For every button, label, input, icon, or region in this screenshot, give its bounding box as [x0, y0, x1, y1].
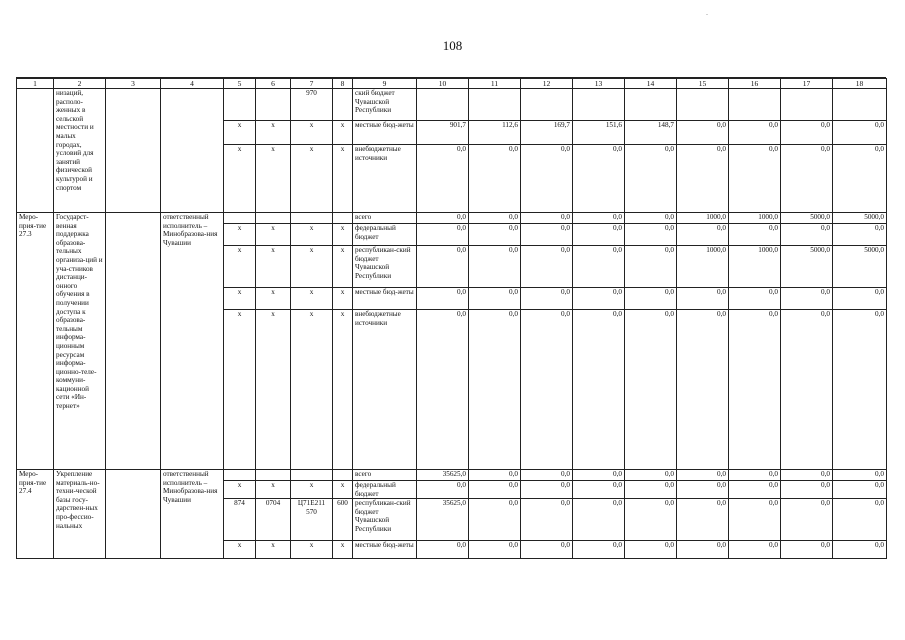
budget-code-c7: Ц71Е211 570 — [291, 499, 333, 541]
column-3-cell — [106, 213, 161, 470]
amount-cell: 0,0 — [781, 145, 833, 213]
budget-code-c5: x — [224, 145, 256, 213]
amount-cell: 0,0 — [573, 145, 625, 213]
budget-code-c6 — [256, 89, 291, 121]
amount-cell: 0,0 — [677, 288, 729, 310]
budget-code-c7 — [291, 213, 333, 224]
amount-cell: 0,0 — [417, 145, 469, 213]
amount-cell: 1000,0 — [729, 246, 781, 288]
amount-cell: 0,0 — [573, 310, 625, 470]
funding-source: внебюджетные источники — [353, 310, 417, 470]
header-row — [17, 79, 887, 89]
amount-cell: 0,0 — [781, 310, 833, 470]
amount-cell: 5000,0 — [833, 213, 887, 224]
amount-cell: 0,0 — [729, 310, 781, 470]
page-number: 108 — [442, 38, 463, 53]
amount-cell: 0,0 — [729, 121, 781, 145]
column-3-cell — [106, 89, 161, 213]
amount-cell — [677, 89, 729, 121]
amount-cell: 0,0 — [469, 246, 521, 288]
amount-cell: 0,0 — [677, 470, 729, 481]
amount-cell: 0,0 — [573, 213, 625, 224]
budget-code-c5: x — [224, 246, 256, 288]
amount-cell: 148,7 — [625, 121, 677, 145]
amount-cell: 0,0 — [729, 470, 781, 481]
amount-cell: 0,0 — [729, 288, 781, 310]
funding-source: федеральный бюджет — [353, 481, 417, 499]
column-number: 4 — [161, 79, 224, 89]
amount-cell: 0,0 — [729, 145, 781, 213]
measure-title: низаций, располо-женных в сельской местности и малых городах, условий для занятий физической культурой и спортом — [54, 89, 106, 213]
budget-code-c5: x — [224, 541, 256, 559]
table-row — [17, 89, 887, 121]
measure-code — [17, 89, 54, 213]
measure-title: Государст-венная поддержка образова-тельных организа-ций и уча-стников дистанци-онного обучения в получении доступа к образова-тельным информа-ционным ресурсам информа-ционно-теле-коммуни-кационной сети «Ин-тернет» — [54, 213, 106, 470]
amount-cell: 0,0 — [677, 145, 729, 213]
budget-code-c5: x — [224, 481, 256, 499]
column-number: 14 — [625, 79, 677, 89]
budget-code-c7: x — [291, 310, 333, 470]
amount-cell: 0,0 — [729, 541, 781, 559]
amount-cell: 5000,0 — [781, 213, 833, 224]
amount-cell: 0,0 — [729, 499, 781, 541]
table-row — [17, 213, 887, 224]
amount-cell: 0,0 — [469, 481, 521, 499]
amount-cell: 0,0 — [625, 481, 677, 499]
amount-cell: 0,0 — [573, 499, 625, 541]
measure-code: Меро-прия-тие 27.3 — [17, 213, 54, 470]
funding-source: республикан-ский бюджет Чувашской Республики — [353, 246, 417, 288]
amount-cell: 0,0 — [521, 246, 573, 288]
budget-code-c7: x — [291, 145, 333, 213]
budget-code-c7 — [291, 470, 333, 481]
amount-cell: 0,0 — [677, 224, 729, 246]
budget-code-c6: x — [256, 246, 291, 288]
column-number: 7 — [291, 79, 333, 89]
amount-cell: 0,0 — [417, 481, 469, 499]
amount-cell: 0,0 — [677, 541, 729, 559]
amount-cell: 0,0 — [469, 470, 521, 481]
budget-code-c8: x — [333, 481, 353, 499]
column-number: 6 — [256, 79, 291, 89]
amount-cell — [781, 89, 833, 121]
amount-cell: 0,0 — [833, 145, 887, 213]
budget-code-c7: 970 — [291, 89, 333, 121]
amount-cell: 0,0 — [573, 224, 625, 246]
funding-source: ский бюджет Чувашской Республики — [353, 89, 417, 121]
budget-code-c8: x — [333, 288, 353, 310]
amount-cell: 0,0 — [573, 470, 625, 481]
amount-cell — [833, 89, 887, 121]
funding-source: республикан-ский бюджет Чувашской Республики — [353, 499, 417, 541]
funding-source: местные бюд-жеты — [353, 288, 417, 310]
amount-cell: 0,0 — [677, 481, 729, 499]
amount-cell: 0,0 — [521, 541, 573, 559]
amount-cell: 0,0 — [469, 145, 521, 213]
funding-source: всего — [353, 470, 417, 481]
amount-cell: 0,0 — [469, 310, 521, 470]
amount-cell: 151,6 — [573, 121, 625, 145]
responsible-executor: ответственный исполнитель – Минобразова-ния Чувашии — [161, 213, 224, 470]
column-number: 1 — [17, 79, 54, 89]
funding-source: федеральный бюджет — [353, 224, 417, 246]
amount-cell: 0,0 — [573, 288, 625, 310]
column-number: 2 — [54, 79, 106, 89]
budget-code-c6: 0704 — [256, 499, 291, 541]
amount-cell: 0,0 — [781, 481, 833, 499]
amount-cell: 0,0 — [417, 541, 469, 559]
funding-source: всего — [353, 213, 417, 224]
budget-code-c6: x — [256, 481, 291, 499]
amount-cell: 0,0 — [781, 541, 833, 559]
amount-cell: 0,0 — [417, 288, 469, 310]
budget-code-c5: x — [224, 310, 256, 470]
amount-cell: 0,0 — [521, 499, 573, 541]
amount-cell — [469, 89, 521, 121]
amount-cell: 0,0 — [521, 481, 573, 499]
budget-code-c5 — [224, 470, 256, 481]
amount-cell: 0,0 — [469, 213, 521, 224]
amount-cell: 0,0 — [573, 481, 625, 499]
amount-cell: 5000,0 — [833, 246, 887, 288]
column-number: 12 — [521, 79, 573, 89]
column-number: 18 — [833, 79, 887, 89]
budget-code-c8: x — [333, 224, 353, 246]
budget-code-c7: x — [291, 481, 333, 499]
column-number: 11 — [469, 79, 521, 89]
amount-cell: 0,0 — [729, 481, 781, 499]
amount-cell: 0,0 — [469, 499, 521, 541]
budget-code-c6 — [256, 470, 291, 481]
amount-cell: 0,0 — [781, 224, 833, 246]
amount-cell: 0,0 — [833, 288, 887, 310]
budget-code-c7: x — [291, 541, 333, 559]
amount-cell: 169,7 — [521, 121, 573, 145]
budget-code-c5: x — [224, 121, 256, 145]
amount-cell: 0,0 — [469, 224, 521, 246]
amount-cell: 0,0 — [521, 213, 573, 224]
amount-cell: 0,0 — [573, 246, 625, 288]
amount-cell: 0,0 — [625, 145, 677, 213]
responsible-executor: ответственный исполнитель – Минобразова-ния Чувашии — [161, 470, 224, 559]
budget-code-c8: x — [333, 121, 353, 145]
amount-cell — [729, 89, 781, 121]
amount-cell: 0,0 — [469, 541, 521, 559]
amount-cell: 0,0 — [729, 224, 781, 246]
column-number: 10 — [417, 79, 469, 89]
budget-code-c8: x — [333, 541, 353, 559]
amount-cell: 0,0 — [833, 470, 887, 481]
corner-mark: . — [706, 8, 708, 17]
amount-cell: 0,0 — [677, 121, 729, 145]
budget-code-c6: x — [256, 145, 291, 213]
budget-code-c7: x — [291, 246, 333, 288]
amount-cell: 0,0 — [677, 499, 729, 541]
column-number: 15 — [677, 79, 729, 89]
column-number: 9 — [353, 79, 417, 89]
column-number: 13 — [573, 79, 625, 89]
column-number: 5 — [224, 79, 256, 89]
amount-cell: 0,0 — [469, 288, 521, 310]
amount-cell: 0,0 — [833, 499, 887, 541]
amount-cell: 0,0 — [625, 288, 677, 310]
amount-cell: 35625,0 — [417, 470, 469, 481]
budget-code-c7: x — [291, 121, 333, 145]
amount-cell — [573, 89, 625, 121]
amount-cell: 0,0 — [521, 310, 573, 470]
budget-code-c6: x — [256, 288, 291, 310]
budget-code-c6 — [256, 213, 291, 224]
amount-cell: 0,0 — [625, 470, 677, 481]
budget-table — [16, 78, 887, 559]
amount-cell: 0,0 — [625, 499, 677, 541]
budget-code-c7: x — [291, 288, 333, 310]
amount-cell: 0,0 — [625, 310, 677, 470]
amount-cell: 0,0 — [833, 481, 887, 499]
column-number: 17 — [781, 79, 833, 89]
amount-cell: 901,7 — [417, 121, 469, 145]
table-row — [17, 470, 887, 481]
column-number: 8 — [333, 79, 353, 89]
amount-cell: 0,0 — [625, 541, 677, 559]
amount-cell: 0,0 — [417, 224, 469, 246]
amount-cell: 0,0 — [781, 470, 833, 481]
amount-cell: 0,0 — [625, 213, 677, 224]
amount-cell: 0,0 — [833, 121, 887, 145]
budget-code-c5 — [224, 89, 256, 121]
amount-cell — [625, 89, 677, 121]
budget-code-c6: x — [256, 541, 291, 559]
amount-cell: 35625,0 — [417, 499, 469, 541]
amount-cell: 0,0 — [677, 310, 729, 470]
amount-cell: 0,0 — [573, 541, 625, 559]
amount-cell: 0,0 — [625, 224, 677, 246]
budget-code-c6: x — [256, 121, 291, 145]
funding-source: местные бюд-жеты — [353, 541, 417, 559]
budget-code-c6: x — [256, 310, 291, 470]
funding-source: местные бюд-жеты — [353, 121, 417, 145]
budget-code-c5: 874 — [224, 499, 256, 541]
amount-cell: 0,0 — [781, 288, 833, 310]
amount-cell: 0,0 — [521, 224, 573, 246]
amount-cell: 0,0 — [625, 246, 677, 288]
amount-cell: 0,0 — [781, 121, 833, 145]
amount-cell: 0,0 — [417, 213, 469, 224]
budget-code-c8: x — [333, 246, 353, 288]
amount-cell: 0,0 — [833, 224, 887, 246]
amount-cell — [521, 89, 573, 121]
budget-code-c5 — [224, 213, 256, 224]
column-3-cell — [106, 470, 161, 559]
column-number: 16 — [729, 79, 781, 89]
measure-code: Меро-прия-тие 27.4 — [17, 470, 54, 559]
amount-cell: 1000,0 — [677, 213, 729, 224]
budget-code-c7: x — [291, 224, 333, 246]
amount-cell: 0,0 — [521, 288, 573, 310]
funding-source: внебюджетные источники — [353, 145, 417, 213]
amount-cell: 112,6 — [469, 121, 521, 145]
measure-title: Укрепление материаль-но-техни-ческой базы госу-дарствен-ных про-фессио-нальных — [54, 470, 106, 559]
amount-cell: 0,0 — [833, 310, 887, 470]
amount-cell: 0,0 — [521, 470, 573, 481]
amount-cell: 0,0 — [417, 246, 469, 288]
budget-code-c5: x — [224, 224, 256, 246]
budget-code-c8 — [333, 213, 353, 224]
amount-cell: 0,0 — [521, 145, 573, 213]
budget-code-c8: 600 — [333, 499, 353, 541]
amount-cell: 1000,0 — [729, 213, 781, 224]
budget-code-c8: x — [333, 310, 353, 470]
budget-code-c8 — [333, 89, 353, 121]
column-number: 3 — [106, 79, 161, 89]
amount-cell: 5000,0 — [781, 246, 833, 288]
amount-cell: 1000,0 — [677, 246, 729, 288]
amount-cell — [417, 89, 469, 121]
budget-code-c8 — [333, 470, 353, 481]
amount-cell: 0,0 — [781, 499, 833, 541]
budget-code-c8: x — [333, 145, 353, 213]
responsible-executor — [161, 89, 224, 213]
amount-cell: 0,0 — [833, 541, 887, 559]
amount-cell: 0,0 — [417, 310, 469, 470]
budget-code-c5: x — [224, 288, 256, 310]
budget-code-c6: x — [256, 224, 291, 246]
